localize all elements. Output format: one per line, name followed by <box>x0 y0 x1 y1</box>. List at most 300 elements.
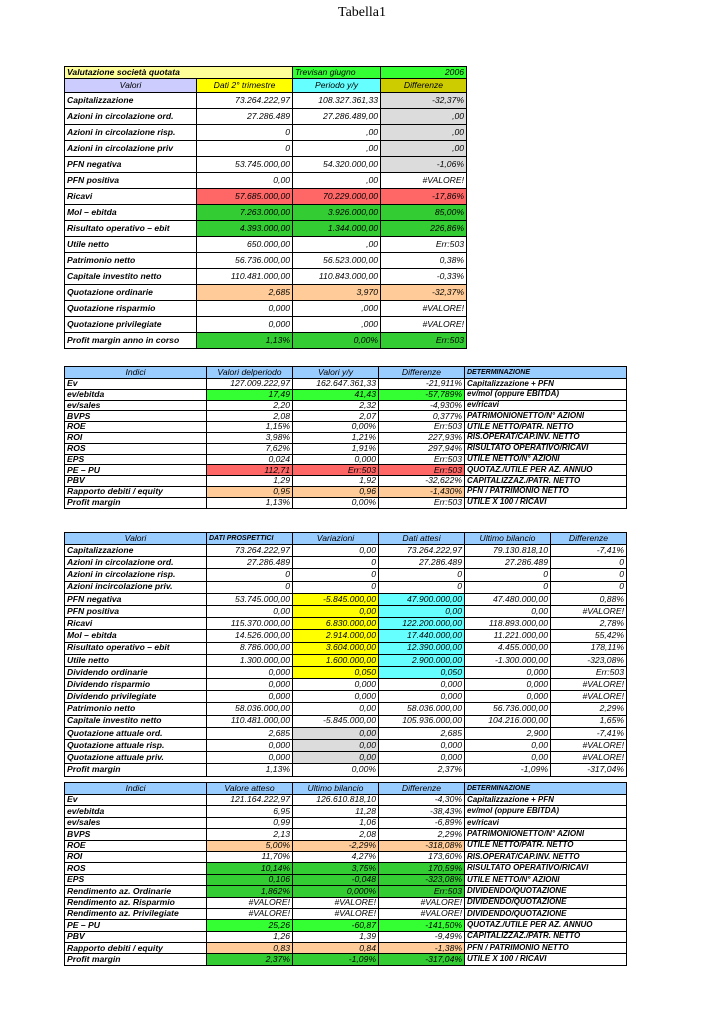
value-cell: 56.736.000,00 <box>197 253 293 269</box>
value-cell: #VALORE! <box>381 173 467 189</box>
value-cell: 56.523.000,00 <box>293 253 381 269</box>
table-row <box>65 93 467 109</box>
value-cell: 173,60% <box>379 851 465 862</box>
determination-cell: RIS.OPERAT/CAP.INV. NETTO <box>465 851 627 862</box>
value-cell: -1,38% <box>379 943 465 954</box>
value-cell: 126.610.818,10 <box>293 795 379 806</box>
row-label: Capitalizzazione <box>65 93 197 109</box>
value-cell: 54.320.000,00 <box>293 157 381 173</box>
table-row <box>65 432 627 443</box>
value-cell: ,00 <box>293 125 381 141</box>
column-header: Dati attesi <box>379 533 465 545</box>
row-label: Azioni in circolazione priv <box>65 141 197 157</box>
table-row <box>65 908 627 919</box>
value-cell: 2,78% <box>551 618 627 630</box>
determination-cell: RISULTATO OPERATIVO/RICAVI <box>465 443 627 454</box>
row-label: Quotazione risparmio <box>65 301 197 317</box>
value-cell: 0 <box>465 569 551 581</box>
value-cell: ,00 <box>381 109 467 125</box>
determination-cell: ev/ricavi <box>465 817 627 828</box>
value-cell: 0,000 <box>293 679 379 691</box>
value-cell: 0,000 <box>293 691 379 703</box>
determination-cell: QUOTAZ./UTILE PER AZ. ANNUO <box>465 465 627 476</box>
value-cell: 0,00 <box>207 605 293 617</box>
value-cell: -5.845.000,00 <box>293 715 379 727</box>
column-header: DATI PROSPETTICI <box>207 533 293 545</box>
table-row <box>65 400 627 411</box>
value-cell: 5,00% <box>207 840 293 851</box>
value-cell: 0,00 <box>465 752 551 764</box>
value-cell: #VALORE! <box>293 908 379 919</box>
value-cell: #VALORE! <box>381 301 467 317</box>
row-label: Risultato operativo – ebit <box>65 221 197 237</box>
value-cell: 1,92 <box>293 476 379 487</box>
value-cell: ,00 <box>381 141 467 157</box>
value-cell: 105.936.000,00 <box>379 715 465 727</box>
value-cell: 0 <box>207 569 293 581</box>
value-cell: 127.009.222,97 <box>207 379 293 390</box>
column-header: Dati 2° trimestre <box>197 79 293 93</box>
value-cell: -7,41% <box>551 727 627 739</box>
table-row <box>65 422 627 433</box>
column-header: Indici <box>65 783 207 795</box>
table-row <box>65 691 627 703</box>
column-header: DETERMINAZIONE <box>465 367 627 379</box>
table-row <box>65 141 467 157</box>
value-cell: -141,50% <box>379 920 465 931</box>
value-cell: 2,13 <box>207 829 293 840</box>
table-row <box>65 497 627 508</box>
table-row <box>65 454 627 465</box>
row-label: ROE <box>65 840 207 851</box>
value-cell: 1,13% <box>207 497 293 508</box>
table-row <box>65 630 627 642</box>
value-cell: 0,000 <box>197 301 293 317</box>
value-cell: -1,430% <box>379 486 465 497</box>
value-cell: 108.327.361,33 <box>293 93 381 109</box>
table-row <box>65 727 627 739</box>
value-cell: #VALORE! <box>551 691 627 703</box>
value-cell: -318,08% <box>379 840 465 851</box>
header-row <box>65 79 467 93</box>
determination-cell: UTILE X 100 / RICAVI <box>465 954 627 965</box>
value-cell: -32,622% <box>379 476 465 487</box>
row-label: Mol – ebitda <box>65 630 207 642</box>
determination-cell: PFN / PATRIMONIO NETTO <box>465 943 627 954</box>
value-cell: 1,65% <box>551 715 627 727</box>
column-header: Valori delperiodo <box>207 367 293 379</box>
value-cell: 79.130.818,10 <box>465 545 551 557</box>
value-cell: Err:503 <box>381 237 467 253</box>
value-cell: -60,87 <box>293 920 379 931</box>
value-cell: 0,000 <box>465 691 551 703</box>
column-header: Differenze <box>551 533 627 545</box>
value-cell: 0 <box>197 141 293 157</box>
value-cell: 8.786.000,00 <box>207 642 293 654</box>
value-cell: 227,93% <box>379 432 465 443</box>
value-cell: 3,970 <box>293 285 381 301</box>
value-cell: Err:503 <box>381 333 467 349</box>
table-row <box>65 205 467 221</box>
table-row <box>65 237 467 253</box>
value-cell: 73.264.222,97 <box>379 545 465 557</box>
row-label: Ricavi <box>65 189 197 205</box>
row-label: Azioni in circolazione risp. <box>65 125 197 141</box>
value-cell: 10,14% <box>207 863 293 874</box>
value-cell: ,000 <box>293 301 381 317</box>
value-cell: 0 <box>551 557 627 569</box>
table-row <box>65 931 627 942</box>
value-cell: 0,00 <box>293 605 379 617</box>
table-row <box>65 221 467 237</box>
row-label: Patrimonio netto <box>65 253 197 269</box>
row-label: Quotazione attuale priv. <box>65 752 207 764</box>
value-cell: 1,13% <box>207 764 293 776</box>
value-cell: 0,38% <box>381 253 467 269</box>
determination-cell: ev/mol (oppure EBITDA) <box>465 389 627 400</box>
indices-period-table <box>64 366 627 509</box>
value-cell: #VALORE! <box>207 908 293 919</box>
value-cell: 118.893.000,00 <box>465 618 551 630</box>
value-cell: 0,050 <box>379 666 465 678</box>
value-cell: 2,29% <box>379 829 465 840</box>
value-cell: 0,00 <box>293 545 379 557</box>
table-row <box>65 189 467 205</box>
row-label: Quotazione ordinarie <box>65 285 197 301</box>
value-cell: 0 <box>207 581 293 593</box>
table-row <box>65 752 627 764</box>
row-label: Quotazione attuale ord. <box>65 727 207 739</box>
row-label: Ricavi <box>65 618 207 630</box>
value-cell: #VALORE! <box>293 897 379 908</box>
value-cell: 27.286.489,00 <box>293 109 381 125</box>
value-cell: Err:503 <box>379 497 465 508</box>
value-cell: 0,83 <box>207 943 293 954</box>
table-row <box>65 557 627 569</box>
value-cell: -2,29% <box>293 840 379 851</box>
table-row <box>65 317 467 333</box>
value-cell: Err:503 <box>379 886 465 897</box>
value-cell: 0,00 <box>293 727 379 739</box>
value-cell: 1,862% <box>207 886 293 897</box>
value-cell: 0,000 <box>207 666 293 678</box>
row-label: ev/ebitda <box>65 806 207 817</box>
table-row <box>65 920 627 931</box>
column-header: Differenze <box>381 79 467 93</box>
value-cell: ,00 <box>293 173 381 189</box>
determination-cell: CAPITALIZZAZ./PATR. NETTO <box>465 476 627 487</box>
value-cell: 47.480.000,00 <box>465 593 551 605</box>
value-cell: 0 <box>379 581 465 593</box>
table-row <box>65 301 467 317</box>
value-cell: -7,41% <box>551 545 627 557</box>
row-label: Mol – ebitda <box>65 205 197 221</box>
value-cell: -323,08% <box>379 874 465 885</box>
row-label: ROI <box>65 851 207 862</box>
value-cell: 170,59% <box>379 863 465 874</box>
value-cell: #VALORE! <box>551 605 627 617</box>
row-label: Dividendo privilegiate <box>65 691 207 703</box>
value-cell: -5.845.000,00 <box>293 593 379 605</box>
value-cell: Err:503 <box>551 666 627 678</box>
value-cell: 73.264.222,97 <box>207 545 293 557</box>
value-cell: Err:503 <box>379 465 465 476</box>
value-cell: 27.286.489 <box>379 557 465 569</box>
table-row <box>65 333 467 349</box>
table-row <box>65 157 467 173</box>
value-cell: 0,00 <box>293 740 379 752</box>
row-label: Azioni in circolazione ord. <box>65 557 207 569</box>
table-row <box>65 679 627 691</box>
value-cell: 53.745.000,00 <box>207 593 293 605</box>
value-cell: 226,86% <box>381 221 467 237</box>
value-cell: 41,43 <box>293 389 379 400</box>
value-cell: 7,62% <box>207 443 293 454</box>
table-row <box>65 764 627 776</box>
header-row <box>65 783 627 795</box>
value-cell: #VALORE! <box>551 679 627 691</box>
table-row <box>65 817 627 828</box>
value-cell: 0 <box>551 581 627 593</box>
value-cell: 27.286.489 <box>197 109 293 125</box>
row-label: EPS <box>65 874 207 885</box>
row-label: PBV <box>65 476 207 487</box>
value-cell: 0,00 <box>465 740 551 752</box>
table-row <box>65 443 627 454</box>
determination-cell: PATRIMONIONETTO/N° AZIONI <box>465 829 627 840</box>
value-cell: 1.600.000,00 <box>293 654 379 666</box>
value-cell: 0,000 <box>379 679 465 691</box>
table-row <box>65 269 467 285</box>
value-cell: -317,04% <box>551 764 627 776</box>
table-row <box>65 486 627 497</box>
value-cell: 27.286.489 <box>465 557 551 569</box>
value-cell: 0 <box>465 581 551 593</box>
column-header: Valori <box>65 533 207 545</box>
value-cell: -1,06% <box>381 157 467 173</box>
company-name: Trevisan giugno <box>293 67 381 79</box>
row-label: ev/ebitda <box>65 389 207 400</box>
table-row <box>65 173 467 189</box>
value-cell: 112,71 <box>207 465 293 476</box>
table-row <box>65 703 627 715</box>
title-row <box>65 67 467 79</box>
table-row <box>65 253 467 269</box>
header-row <box>65 533 627 545</box>
row-label: Profit margin <box>65 497 207 508</box>
column-header: Valore atteso <box>207 783 293 795</box>
value-cell: 1,29 <box>207 476 293 487</box>
value-cell: 27.286.489 <box>207 557 293 569</box>
value-cell: -38,43% <box>379 806 465 817</box>
valuation-table <box>64 66 467 349</box>
row-label: Rendimento az. Risparmio <box>65 897 207 908</box>
row-label: Ev <box>65 795 207 806</box>
value-cell: 297,94% <box>379 443 465 454</box>
value-cell: ,000 <box>293 317 381 333</box>
row-label: Quotazione attuale risp. <box>65 740 207 752</box>
value-cell: 0,00 <box>293 752 379 764</box>
value-cell: 0,000 <box>465 666 551 678</box>
value-cell: 73.264.222,97 <box>197 93 293 109</box>
row-label: Rendimento az. Privilegiate <box>65 908 207 919</box>
determination-cell: UTILE NETTO/N° AZIONI <box>465 874 627 885</box>
column-header: Periodo y/y <box>293 79 381 93</box>
value-cell: 1,26 <box>207 931 293 942</box>
page-title: Tabella1 <box>338 5 386 20</box>
determination-cell: ev/mol (oppure EBITDA) <box>465 806 627 817</box>
row-label: EPS <box>65 454 207 465</box>
value-cell: 1,39 <box>293 931 379 942</box>
value-cell: 0,00% <box>293 764 379 776</box>
column-header: Variazioni <box>293 533 379 545</box>
row-label: Rendimento az. Ordinarie <box>65 886 207 897</box>
value-cell: ,00 <box>293 237 381 253</box>
determination-cell: DIVIDENDO/QUOTAZIONE <box>465 908 627 919</box>
value-cell: 0,95 <box>207 486 293 497</box>
table-row <box>65 666 627 678</box>
table-row <box>65 886 627 897</box>
value-cell: Err:503 <box>379 422 465 433</box>
row-label: Utile netto <box>65 237 197 253</box>
value-cell: Err:503 <box>293 465 379 476</box>
column-header: Differenze <box>379 367 465 379</box>
table-row <box>65 715 627 727</box>
determination-cell: ev/ricavi <box>465 400 627 411</box>
table-row <box>65 109 467 125</box>
value-cell: 0 <box>551 569 627 581</box>
determination-cell: Capitalizzazione + PFN <box>465 379 627 390</box>
value-cell: 0,000 <box>207 679 293 691</box>
value-cell: -0,33% <box>381 269 467 285</box>
row-label: Capitale investito netto <box>65 269 197 285</box>
value-cell: #VALORE! <box>381 317 467 333</box>
column-header: Indici <box>65 367 207 379</box>
value-cell: -32,37% <box>381 93 467 109</box>
value-cell: 11,70% <box>207 851 293 862</box>
table-row <box>65 379 627 390</box>
value-cell: 2,20 <box>207 400 293 411</box>
forecast-table <box>64 532 627 777</box>
value-cell: 2,08 <box>207 411 293 422</box>
row-label: Capitalizzazione <box>65 545 207 557</box>
value-cell: 53.745.000,00 <box>197 157 293 173</box>
row-label: Azioni in circolazione ord. <box>65 109 197 125</box>
value-cell: -21,911% <box>379 379 465 390</box>
table-row <box>65 581 627 593</box>
value-cell: 0,050 <box>293 666 379 678</box>
value-cell: 0,000 <box>293 454 379 465</box>
value-cell: 2.900.000,00 <box>379 654 465 666</box>
value-cell: -323,08% <box>551 654 627 666</box>
value-cell: 2,29% <box>551 703 627 715</box>
row-label: BVPS <box>65 411 207 422</box>
value-cell: 58.036.000,00 <box>379 703 465 715</box>
value-cell: 2,685 <box>207 727 293 739</box>
value-cell: 56.736.000,00 <box>465 703 551 715</box>
value-cell: -4,30% <box>379 795 465 806</box>
column-header: Ultimo bilancio <box>293 783 379 795</box>
year-label: 2006 <box>381 67 467 79</box>
value-cell: 0,84 <box>293 943 379 954</box>
row-label: Risultato operativo – ebit <box>65 642 207 654</box>
value-cell: 0,024 <box>207 454 293 465</box>
table-title: Valutazione società quotata <box>65 67 293 79</box>
row-label: BVPS <box>65 829 207 840</box>
row-label: Dividendo risparmio <box>65 679 207 691</box>
value-cell: 0,000 <box>379 752 465 764</box>
row-label: ev/sales <box>65 400 207 411</box>
row-label: Azioni incircolazione priv. <box>65 581 207 593</box>
value-cell: 0,00 <box>465 605 551 617</box>
table-row <box>65 795 627 806</box>
row-label: Profit margin <box>65 954 207 965</box>
value-cell: 2,08 <box>293 829 379 840</box>
value-cell: #VALORE! <box>551 752 627 764</box>
value-cell: ,00 <box>293 141 381 157</box>
value-cell: 110.843.000,00 <box>293 269 381 285</box>
value-cell: 2,37% <box>207 954 293 965</box>
value-cell: -32,37% <box>381 285 467 301</box>
table-row <box>65 897 627 908</box>
value-cell: 1,13% <box>197 333 293 349</box>
table-row <box>65 618 627 630</box>
value-cell: 0,000 <box>379 691 465 703</box>
row-label: PFN positiva <box>65 173 197 189</box>
value-cell: -6,89% <box>379 817 465 828</box>
determination-cell: UTILE NETTO/PATR. NETTO <box>465 840 627 851</box>
value-cell: 4,27% <box>293 851 379 862</box>
determination-cell: DIVIDENDO/QUOTAZIONE <box>465 897 627 908</box>
value-cell: 47.900.000,00 <box>379 593 465 605</box>
value-cell: 121.164.222,97 <box>207 795 293 806</box>
table-row <box>65 874 627 885</box>
value-cell: #VALORE! <box>551 740 627 752</box>
value-cell: 2,07 <box>293 411 379 422</box>
value-cell: 0,00% <box>293 497 379 508</box>
value-cell: 0,88% <box>551 593 627 605</box>
value-cell: ,00 <box>381 125 467 141</box>
value-cell: 0,00 <box>197 173 293 189</box>
row-label: PFN negativa <box>65 157 197 173</box>
column-header: Valori <box>65 79 197 93</box>
value-cell: 25,26 <box>207 920 293 931</box>
value-cell: 0,377% <box>379 411 465 422</box>
value-cell: 0,00 <box>293 703 379 715</box>
row-label: ROE <box>65 422 207 433</box>
value-cell: 1,91% <box>293 443 379 454</box>
row-label: PE – PU <box>65 920 207 931</box>
value-cell: 110.481.000,00 <box>197 269 293 285</box>
value-cell: 2.914.000,00 <box>293 630 379 642</box>
value-cell: 0,00 <box>379 605 465 617</box>
value-cell: 178,11% <box>551 642 627 654</box>
table-row <box>65 954 627 965</box>
row-label: PFN negativa <box>65 593 207 605</box>
table-row <box>65 476 627 487</box>
value-cell: 6,95 <box>207 806 293 817</box>
value-cell: 3.604.000,00 <box>293 642 379 654</box>
determination-cell: UTILE X 100 / RICAVI <box>465 497 627 508</box>
value-cell: -0,048 <box>293 874 379 885</box>
row-label: ROS <box>65 443 207 454</box>
row-label: Quotazione privilegiate <box>65 317 197 333</box>
value-cell: -317,04% <box>379 954 465 965</box>
value-cell: 0 <box>293 581 379 593</box>
row-label: Rapporto debiti / equity <box>65 943 207 954</box>
value-cell: 0,000 <box>197 317 293 333</box>
value-cell: 17,49 <box>207 389 293 400</box>
